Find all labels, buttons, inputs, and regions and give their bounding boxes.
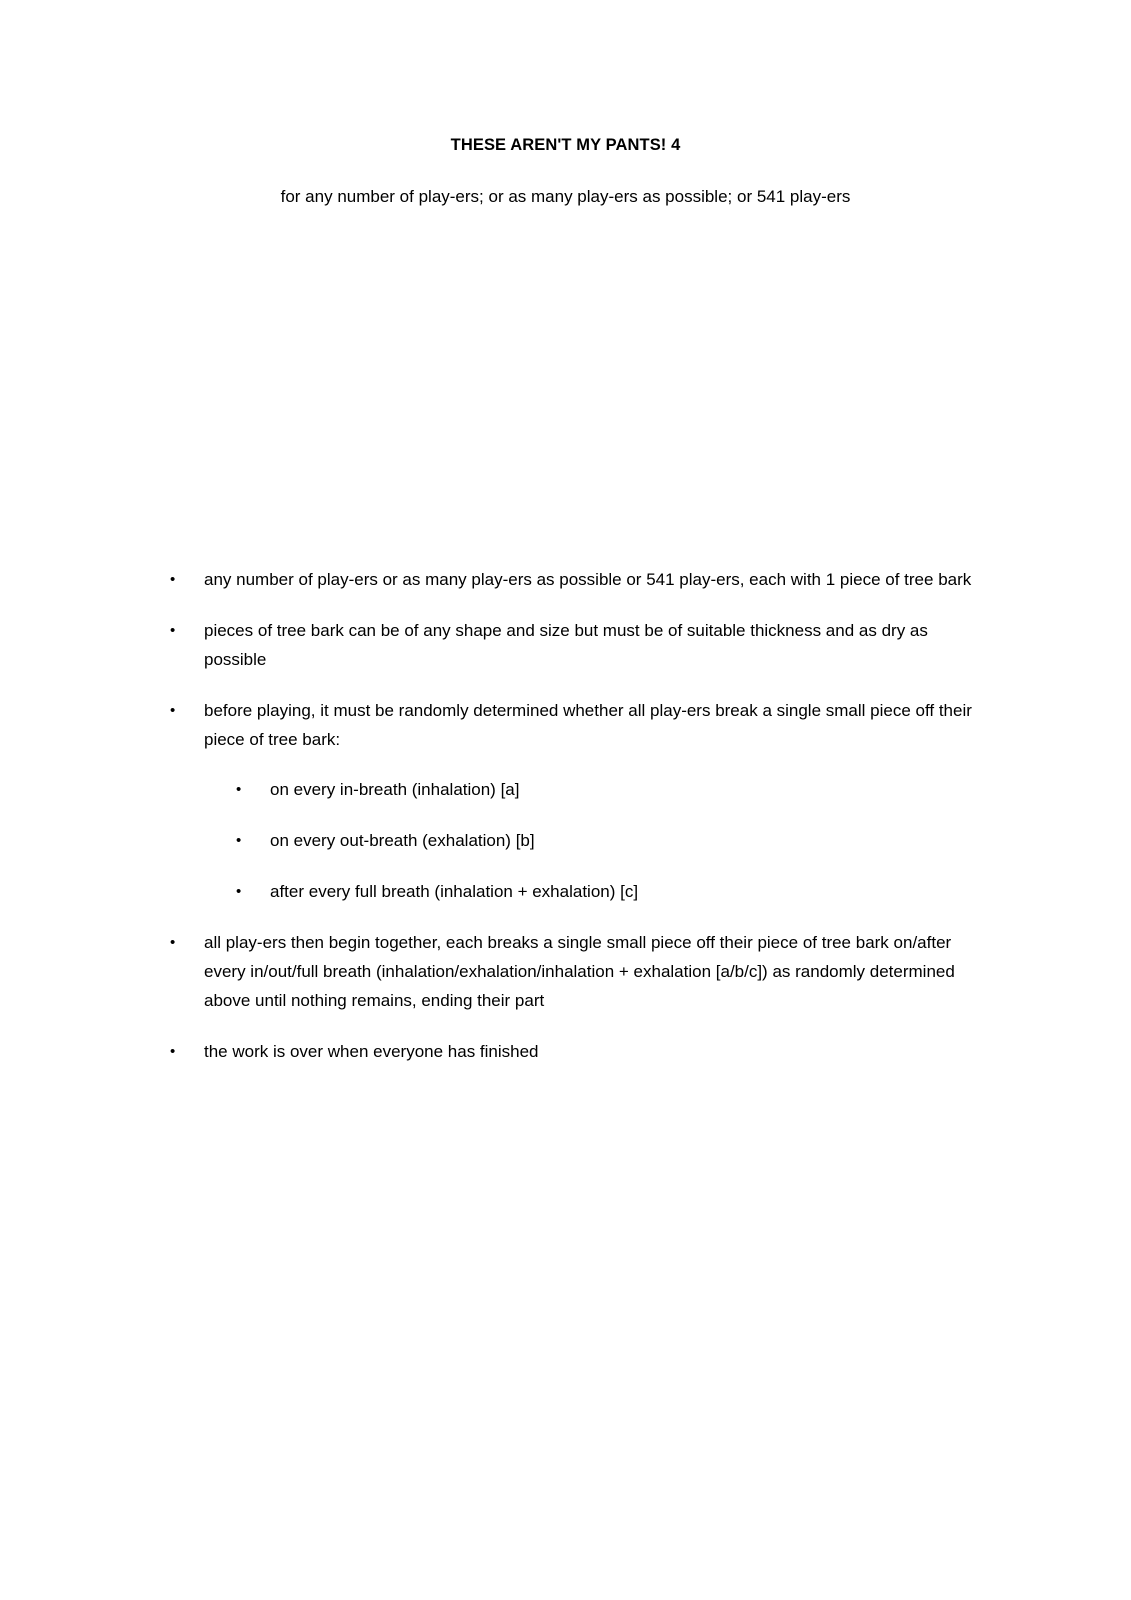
bullet-icon: • [236,832,242,849]
bullet-icon: • [170,702,176,719]
sub-list-item-text: on every in-breath (inhalation) [a] [270,780,520,799]
list-item [170,565,990,594]
bullet-icon: • [170,571,176,588]
sub-instructions-list [203,775,990,906]
list-item-text: any number of play-ers or as many play-ers as possible or 541 play-ers, each with 1 piece of tree bark [204,570,972,589]
bullet-icon: • [170,622,176,639]
bullet-icon: • [170,1043,176,1060]
list-item-text: before playing, it must be randomly determined whether all play-ers break a single small piece off their piece of tree bark: [204,701,972,749]
page-title: THESE AREN'T MY PANTS! 4 [450,136,681,154]
list-item [170,696,990,906]
page-subtitle: for any number of play-ers; or as many play-ers as possible; or 541 play-ers [280,187,851,206]
list-item-text: all play-ers then begin together, each breaks a single small piece off their piece of tree bark on/after every in/out/full breath (inhalation/exhalation/inhalation + exhalation [a/b/c]) as randomly determined above until nothing remains, ending their part [204,933,955,1010]
list-item [170,1037,990,1066]
sub-list-item-text: on every out-breath (exhalation) [b] [270,831,535,850]
instructions-list [170,565,990,1088]
sub-list-item [236,877,990,906]
bullet-icon: • [236,883,242,900]
bullet-icon: • [170,934,176,951]
bullet-icon: • [236,781,242,798]
sub-list-item [236,775,990,804]
list-item [170,928,990,1015]
sub-list-item [236,826,990,855]
list-item-text: the work is over when everyone has finished [204,1042,539,1061]
sub-list-item-text: after every full breath (inhalation + exhalation) [c] [270,882,639,901]
list-item [170,616,990,674]
list-item-text: pieces of tree bark can be of any shape and size but must be of suitable thickness and as dry as possible [204,621,928,669]
